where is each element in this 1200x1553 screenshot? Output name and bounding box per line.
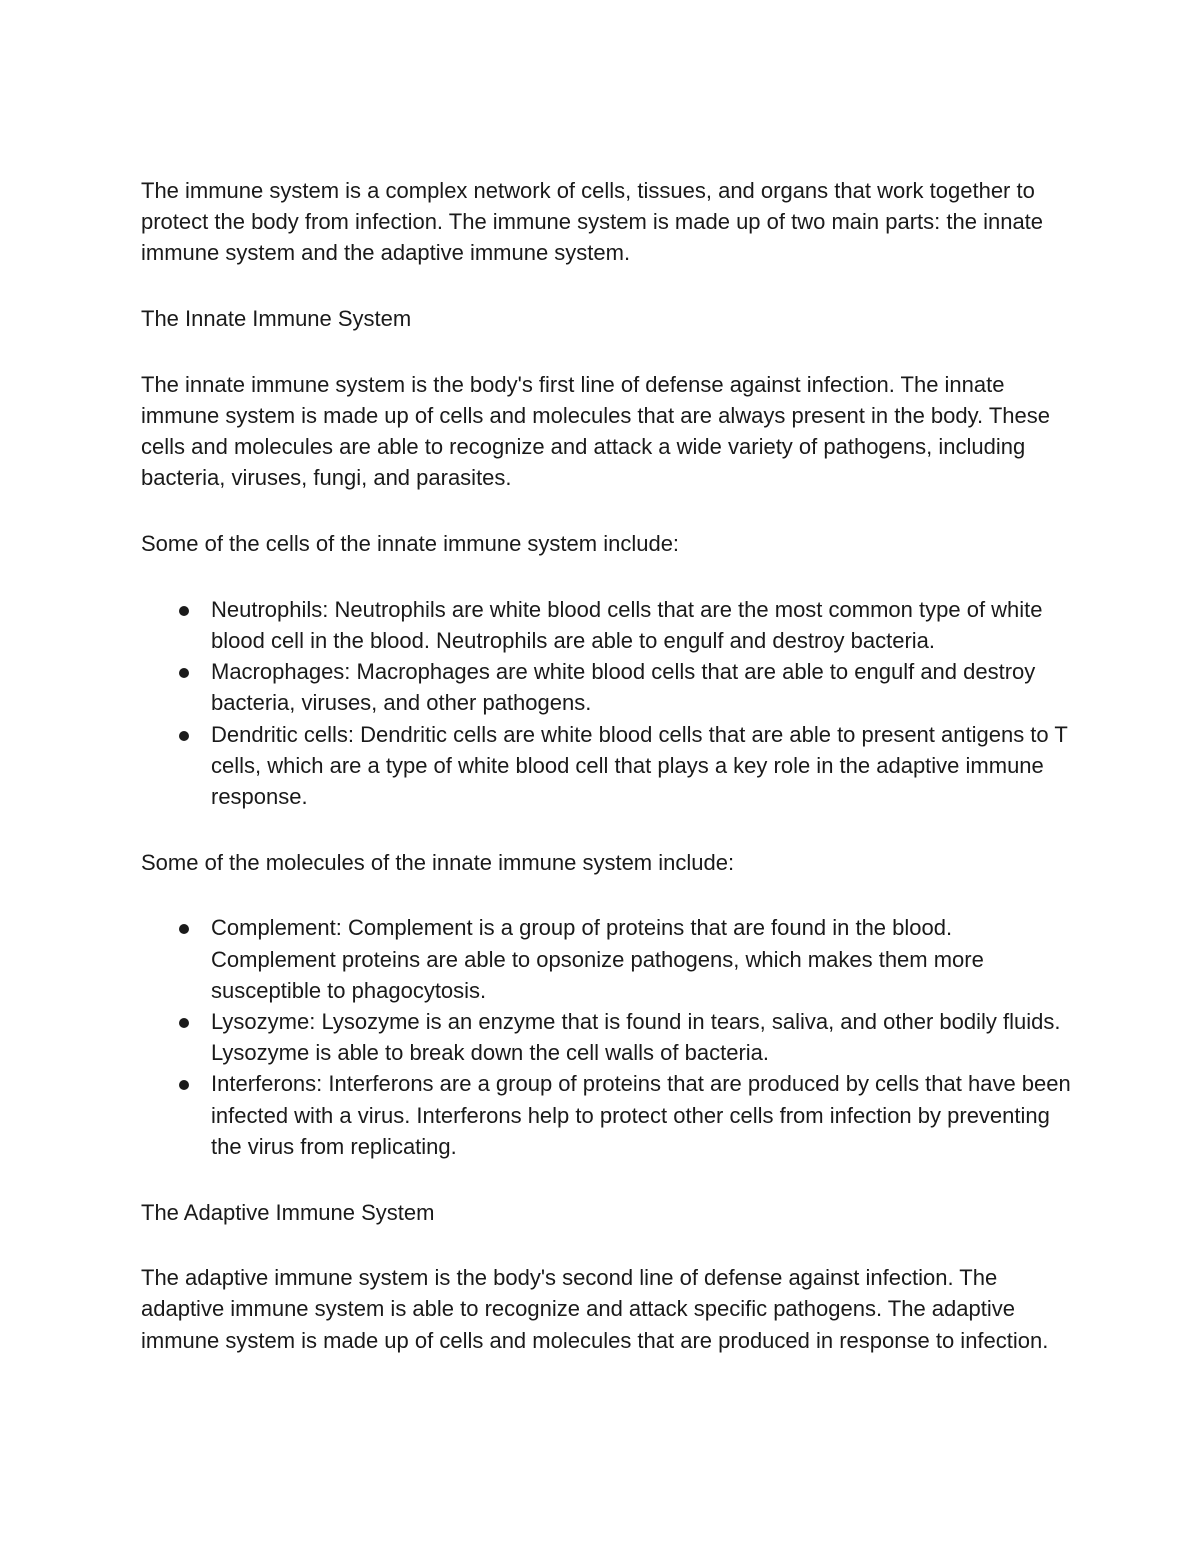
molecules-list — [141, 912, 1081, 1162]
cells-intro: Some of the cells of the innate immune system include: — [141, 531, 680, 557]
list-item-text: Dendritic cells: Dendritic cells are white blood cells that are able to present antigens to T cells, which are a type of white blood cell that plays a key role in the adaptive immune response. — [211, 721, 1068, 810]
innate-description: The innate immune system is the body's first line of defense against infection. The innate immune system is made up of cells and molecules that are always present in the body. These cells and molecules are able to recognize and attack a wide variety of pathogens, including bacteria, viruses, fungi, and parasites. — [141, 371, 1050, 491]
list-item-text: Neutrophils: Neutrophils are white blood cells that are the most common type of white blood cell in the blood. Neutrophils are able to engulf and destroy bacteria. — [211, 596, 1043, 654]
bullet-icon — [179, 668, 189, 678]
adaptive-description: The adaptive immune system is the body's second line of defense against infection. The adaptive immune system is able to recognize and attack specific pathogens. The adaptive immune system is made up of cells and molecules that are produced in response to infection. — [141, 1265, 1049, 1353]
list-item — [141, 594, 1081, 656]
list-item — [141, 719, 1081, 813]
innate-heading: The Innate Immune System — [141, 306, 412, 332]
molecules-intro: Some of the molecules of the innate immune system include: — [141, 849, 735, 875]
list-item — [141, 1068, 1081, 1162]
list-item — [141, 656, 1081, 718]
bullet-icon — [179, 1018, 189, 1028]
adaptive-heading: The Adaptive Immune System — [141, 1199, 435, 1225]
list-item — [141, 912, 1081, 1006]
cells-list — [141, 594, 1081, 812]
list-item-text: Lysozyme: Lysozyme is an enzyme that is found in tears, saliva, and other bodily fluids. Lysozyme is able to break down the cell walls of bacteria. — [211, 1009, 1061, 1066]
bullet-icon — [179, 606, 189, 616]
document-page — [141, 175, 1081, 1390]
bullet-icon — [179, 731, 189, 741]
bullet-icon — [179, 924, 189, 934]
bullet-icon — [179, 1080, 189, 1090]
intro-paragraph: The immune system is a complex network of cells, tissues, and organs that work together to protect the body from infection. The immune system is made up of two main parts: the innate immune system and the adaptive immune system. — [141, 178, 1044, 266]
list-item-text: Interferons: Interferons are a group of proteins that are produced by cells that have been infected with a virus. Interferons help to protect other cells from infection by preventing the virus from replicating. — [211, 1071, 1071, 1159]
list-item-text: Macrophages: Macrophages are white blood cells that are able to engulf and destroy bacteria, viruses, and other pathogens. — [211, 659, 1036, 716]
list-item-text: Complement: Complement is a group of proteins that are found in the blood. Complement proteins are able to opsonize pathogens, which makes them more susceptible to phagocytosis. — [211, 915, 984, 1003]
list-item — [141, 1006, 1081, 1068]
